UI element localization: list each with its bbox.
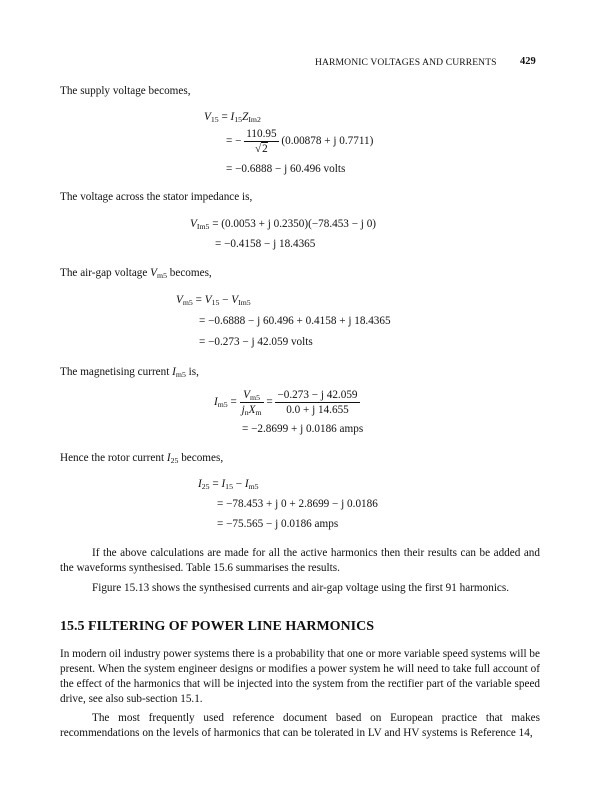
text: becomes,: [178, 452, 224, 464]
equation-vim5-line2: = −0.4158 − j 18.4365: [215, 238, 316, 250]
fraction: [244, 127, 278, 156]
var: I: [172, 366, 176, 378]
var: X: [248, 404, 256, 416]
paragraph-reference: The most frequently used reference document based on European practice that makes recommendations on the levels of harmonics that can be tolerated in LV and HV systems is Reference 14,: [60, 712, 540, 739]
equation-i25-line1: $I_{25} = I_{15} - I_{m5}$: [198, 478, 259, 491]
equation-im5-line1: $I_{m5}$ = $\frac{V_{m5}}{j_nX_m}$ = $\frac{-0.273 - j 42.059}{0.0 + j 14.655}$: [214, 389, 358, 417]
page-number: 429: [520, 56, 536, 67]
expr: = (0.0053 + j 0.2350)(−78.453 − j 0): [212, 218, 377, 230]
var: I: [166, 452, 171, 464]
sub: m5: [157, 271, 167, 280]
var: I: [230, 111, 235, 123]
paragraph-figure-ref: Figure 15.13 shows the synthesised currents and air-gap voltage using the first 91 harmonics.: [92, 582, 510, 594]
paragraph-synthesis: If the above calculations are made for all the active harmonics then their results can be added and the waveforms synthesised. Table 15.6 summarises the results.: [60, 547, 540, 574]
sub: 15: [234, 115, 243, 124]
var: V: [150, 267, 158, 279]
denominator: [244, 142, 278, 156]
sub: 25: [201, 482, 210, 491]
text: The air-gap voltage: [60, 267, 151, 279]
var: I: [198, 478, 202, 490]
sub: m5: [182, 298, 193, 307]
text: becomes,: [166, 267, 212, 279]
text-airgap-intro: [60, 266, 212, 280]
equation-vm5-line3: = −0.273 − j 42.059 volts: [199, 336, 313, 348]
var: V: [204, 111, 211, 123]
text: Hence the rotor current: [60, 452, 167, 464]
radicand: 2: [262, 143, 268, 155]
var: I: [244, 478, 249, 490]
text-magnetising-intro: [60, 365, 199, 379]
sub: m5: [175, 370, 186, 379]
denominator: [240, 403, 264, 417]
expr: (0.00878 + j 0.7711): [281, 135, 374, 148]
running-title: HARMONIC VOLTAGES AND CURRENTS: [315, 57, 497, 68]
sub: 15: [211, 298, 220, 307]
sub: 25: [170, 456, 179, 465]
section-heading: 15.5 FILTERING OF POWER LINE HARMONICS: [60, 619, 375, 634]
sub: 15: [210, 115, 219, 124]
equation-i25-line3: = −75.565 − j 0.0186 amps: [217, 518, 339, 530]
equation-i25-line2: = −78.453 + j 0 + 2.8699 − j 0.0186: [217, 498, 378, 510]
sub: m5: [217, 400, 228, 410]
fraction-vm5-over-jnxm: [240, 388, 264, 417]
equation-im5-line2: = −2.8699 + j 0.0186 amps: [242, 423, 364, 435]
var: V: [190, 218, 197, 230]
numerator: −0.273 − j 42.059: [277, 389, 358, 401]
numerator: [240, 388, 264, 403]
equation-vim5-line1: [190, 218, 376, 230]
var: I: [221, 478, 226, 490]
text: The magnetising current: [60, 366, 173, 378]
numerator: 110.95: [246, 128, 277, 140]
sub: Im2: [248, 115, 261, 124]
sub: Im5: [238, 298, 251, 307]
text: is,: [185, 366, 199, 378]
equation-vm5-line1: $V_{m5} = V_{15} - V_{Im5}$: [176, 294, 251, 307]
var: I: [214, 396, 218, 409]
denominator: 0.0 + j 14.655: [286, 404, 349, 416]
sqrt: √2: [255, 143, 268, 155]
var: V: [243, 389, 251, 401]
sub: m: [255, 408, 262, 417]
equation-v15-line3: = −0.6888 − j 60.496 volts: [226, 163, 346, 175]
var: V: [176, 294, 183, 306]
minus: = −: [226, 135, 242, 148]
sub: n: [244, 408, 249, 417]
sub: m5: [248, 482, 259, 491]
sub: 15: [225, 482, 233, 491]
var: V: [231, 294, 239, 306]
equation-v15-line2: [226, 127, 373, 156]
fraction-values: [275, 388, 359, 417]
equation-v15-line1: $V_{15} = I_{15}Z_{Im2}$: [204, 111, 261, 124]
equation-vm5-line2: = −0.6888 − j 60.496 + 0.4158 + j 18.4365: [199, 315, 391, 327]
text-rotor-intro: [60, 451, 223, 465]
text-supply-intro: The supply voltage becomes,: [60, 85, 191, 97]
var: V: [204, 294, 212, 306]
var: Z: [242, 111, 249, 123]
text-stator-intro: The voltage across the stator impedance is,: [60, 191, 253, 203]
paragraph-oil-industry: In modern oil industry power systems there is a probability that one or more variable speed systems will be present. When the system engineer designs or modifies a power system he will need to take full account of the effect of the harmonics that will be injected into the system from the rectifier part of the variable speed drive, see also sub-section 15.1.: [60, 648, 540, 705]
sub: m5: [250, 393, 260, 402]
var: j: [241, 404, 245, 416]
sub: Im5: [196, 222, 210, 231]
